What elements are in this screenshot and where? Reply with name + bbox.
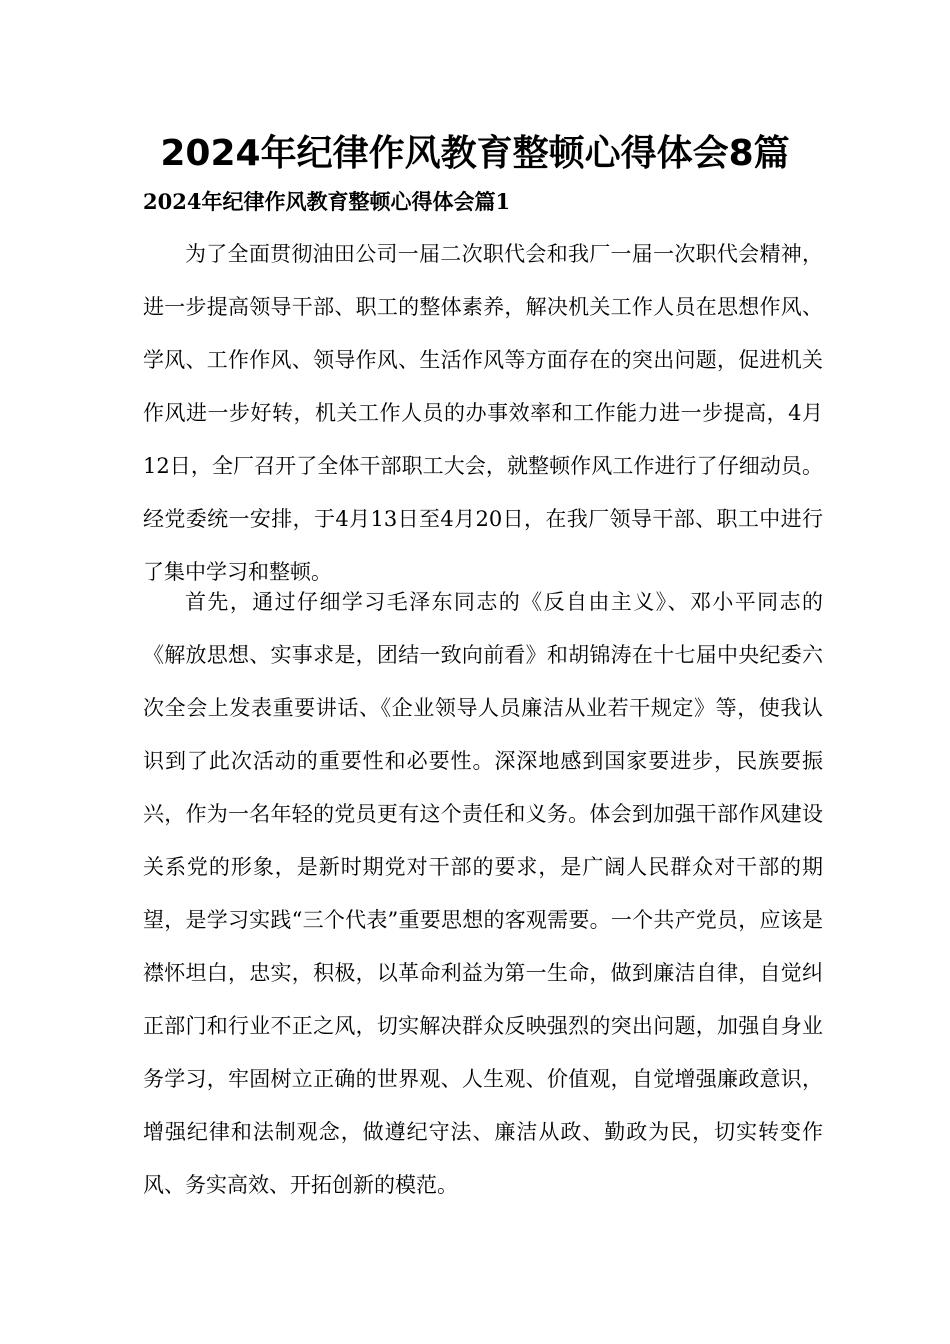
section-title: 2024年纪律作风教育整顿心得体会篇1 (143, 189, 511, 214)
paragraph-2: 首先，通过仔细学习毛泽东同志的《反自由主义》、邓小平同志的《解放思想、实事求是，团结一致向前看》和胡锦涛在十七届中央纪委六次全会上发表重要讲话、《企业领导人员廉洁从业若干规定》等，使我认识到了此次活动的重要性和必要性。深深地感到国家要进步，民族要振兴，作为一名年轻的党员更有这个责任和义务。体会到加强干部作风建设关系党的形象，是新时期党对干部的要求，是广阔人民群众对干部的期望，是学习实践“三个代表”重要思想的客观需要。一个共产党员，应该是襟怀坦白，忠实，积极，以革命利益为第一生命，做到廉洁自律，自觉纠正部门和行业不正之风，切实解决群众反映强烈的突出问题，加强自身业务学习，牢固树立正确的世界观、人生观、价值观，自觉增强廉政意识，增强纪律和法制观念，做遵纪守法、廉洁从政、勤政为民，切实转变作风、务实高效、开拓创新的模范。 (143, 590, 823, 1197)
paragraph-1: 为了全面贯彻油田公司一届二次职代会和我厂一届一次职代会精神，进一步提高领导干部、职工的整体素养，解决机关工作人员在思想作风、学风、工作作风、领导作风、生活作风等方面存在的突出问题，促进机关作风进一步好转，机关工作人员的办事效率和工作能力进一步提高，4月12日，全厂召开了全体干部职工大会，就整顿作风工作进行了仔细动员。经党委统一安排，于4月13日至4月20日，在我厂领导干部、职工中进行了集中学习和整顿。 (143, 242, 823, 584)
document-title: 2024年纪律作风教育整顿心得体会8篇 (160, 133, 790, 174)
